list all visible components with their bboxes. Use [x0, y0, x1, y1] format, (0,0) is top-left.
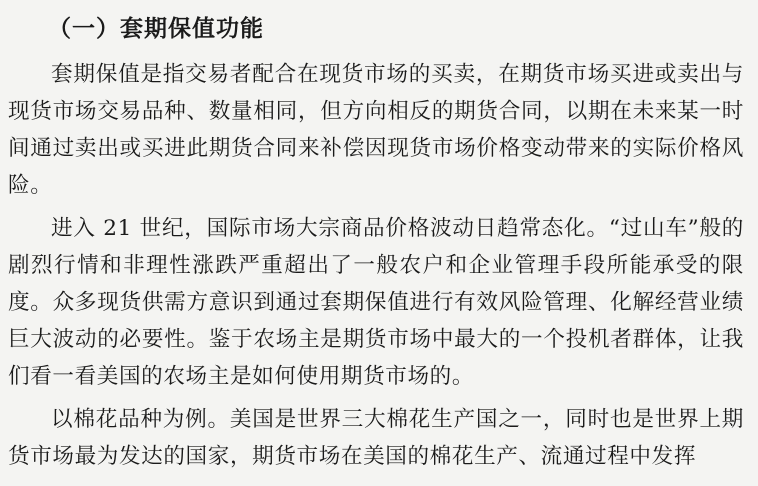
paragraph-price-volatility: 进入 21 世纪，国际市场大宗商品价格波动日趋常态化。“过山车”般的剧烈行情和非理性涨跌严重超出了一般农户和企业管理手段所能承受的限度。众多现货供需方意识到通过套期保值进行有效风险管理、化解经营业绩巨大波动的必要性。鉴于农场主是期货市场中最大的一个投机者群体，让我们看一看美国的农场主是如何使用期货市场的。 — [8, 216, 744, 389]
paragraph-cotton-example: 以棉花品种为例。美国是世界三大棉花生产国之一，同时也是世界上期货市场最为发达的国家，期货市场在美国的棉花生产、流通过程中发挥 — [8, 407, 744, 469]
paragraph-hedging-definition: 套期保值是指交易者配合在现货市场的买卖，在期货市场买进或卖出与现货市场交易品种、数量相同，但方向相反的期货合同，以期在未来某一时间通过卖出或买进此期货合同来补偿因现货市场价格变动带来的实际价格风险。 — [8, 62, 744, 198]
section-heading: （一）套期保值功能 — [48, 16, 264, 42]
